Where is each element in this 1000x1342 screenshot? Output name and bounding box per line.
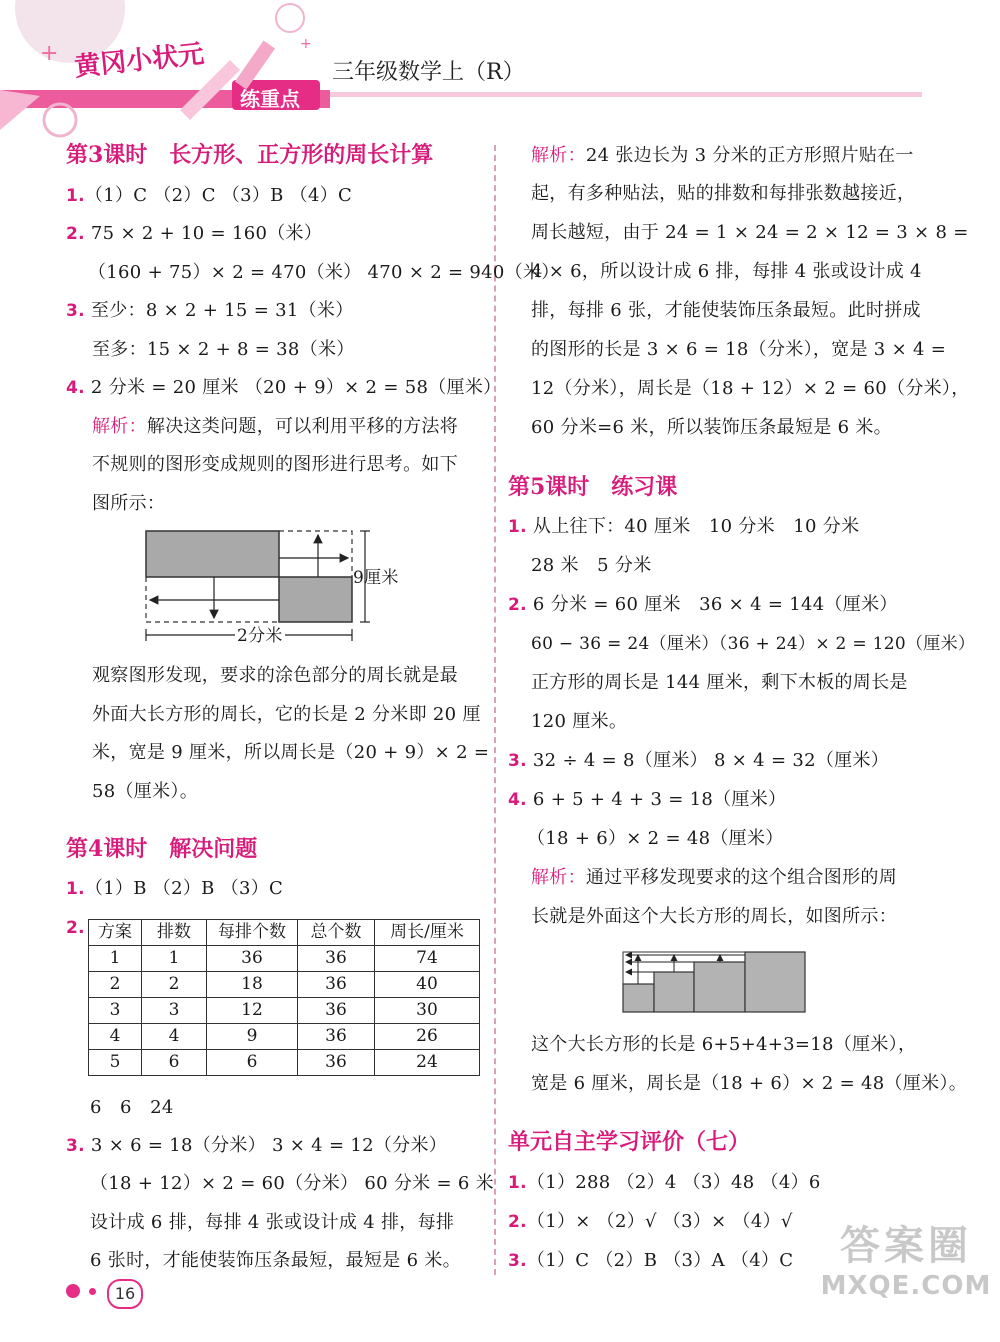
question-number: 3. [508, 1251, 527, 1271]
question-number: 2. [66, 918, 85, 938]
analysis-label: 解析： [531, 145, 586, 166]
l5-q2-line4: 120 厘米。 [531, 711, 628, 732]
table-cell: 9 [207, 1024, 298, 1050]
analysis-text: 解决这类问题，可以利用平移的方法将 [146, 416, 459, 437]
arrangement-table [88, 919, 480, 1076]
l4-q1 [66, 878, 283, 900]
table-cell: 1 [89, 946, 142, 972]
table-cell: 74 [375, 946, 480, 972]
analysis-text: 24 张边长为 3 分米的正方形照片贴在一 [585, 145, 914, 166]
question-number: 4. [508, 790, 527, 810]
answer-text: （1）C （2）B （3）A （4）C [526, 1250, 794, 1271]
table-cell: 36 [298, 1050, 375, 1076]
answer-text: 6 + 5 + 4 + 3 = 18（厘米） [532, 789, 787, 810]
l3-q1 [66, 185, 352, 207]
table-header-cell: 排数 [142, 920, 207, 946]
header-badge: 练重点 [240, 87, 300, 111]
table-cell: 6 [207, 1050, 298, 1076]
unit-q2 [508, 1211, 793, 1233]
l4-q3 [66, 1135, 447, 1157]
answer-text: 6 分米 = 60 厘米 36 × 4 = 144（厘米） [532, 594, 898, 615]
question-number: 3. [508, 751, 527, 771]
l4-q2-answer: 6 6 24 [90, 1097, 174, 1118]
table-cell: 24 [375, 1050, 480, 1076]
staircase-figure [616, 946, 812, 1016]
l3-observe-line1: 观察图形发现，要求的涂色部分的周长就是最 [92, 665, 458, 686]
table-cell: 2 [142, 972, 207, 998]
answer-text: （1）B （2）B （3）C [84, 878, 284, 899]
page-number: 16 [107, 1279, 143, 1309]
table-cell: 1 [142, 946, 207, 972]
l3-analysis-line1 [92, 416, 458, 438]
table-cell: 36 [298, 1024, 375, 1050]
analysis-label: 解析： [531, 867, 586, 888]
answer-text: 32 ÷ 4 = 8（厘米） 8 × 4 = 32（厘米） [532, 750, 890, 771]
table-header-cell: 总个数 [298, 920, 375, 946]
l4-q3-line2: （18 + 12）× 2 = 60（分米） 60 分米 = 6 米 [90, 1173, 494, 1194]
table-cell: 36 [207, 946, 298, 972]
answer-text: 从上往下：40 厘米 10 分米 10 分米 [532, 516, 860, 537]
table-cell: 4 [89, 1024, 142, 1050]
r-analysis-line7: 12（分米），周长是（18 + 12）× 2 = 60（分米）， [531, 378, 970, 399]
l5-after-line2: 宽是 6 厘米，周长是（18 + 6）× 2 = 48（厘米）。 [531, 1073, 968, 1094]
table-header-cell: 方案 [89, 920, 142, 946]
lesson4-title: 第4课时 解决问题 [66, 836, 258, 862]
table-header-row [89, 920, 480, 946]
l5-q1 [508, 516, 859, 538]
table-row [89, 1050, 480, 1076]
l3-analysis-line2: 不规则的图形变成规则的图形进行思考。如下 [92, 454, 458, 475]
l3-q2-line2: （160 + 75）× 2 = 470（米） 470 × 2 = 940（米） [88, 262, 560, 283]
unit-eval-title: 单元自主学习评价（七） [508, 1129, 751, 1155]
table-header-cell: 周长/厘米 [375, 920, 480, 946]
l5-q3 [508, 750, 889, 772]
l5-after-line1: 这个大长方形的长是 6+5+4+3=18（厘米）， [531, 1034, 917, 1055]
unit-q1 [508, 1172, 821, 1194]
r-analysis-line3: 周长越短，由于 24 = 1 × 24 = 2 × 12 = 3 × 8 = [531, 222, 969, 243]
question-number: 1. [66, 879, 85, 899]
l3-observe-line4: 58（厘米）。 [92, 781, 199, 802]
shaded-rect-top [146, 531, 279, 577]
table-cell: 18 [207, 972, 298, 998]
r-analysis-line2: 起，有多种贴法，贴的排数和每排张数越接近， [531, 183, 916, 204]
question-number: 2. [508, 1212, 527, 1232]
answer-text: 75 × 2 + 10 = 160（米） [90, 223, 323, 244]
table-cell: 6 [142, 1050, 207, 1076]
svg-text:+: + [300, 36, 312, 52]
watermark-bottom-text: MXQE.COM [820, 1271, 992, 1301]
footer-dot-small [89, 1288, 96, 1295]
l3-observe-line2: 外面大长方形的周长，它的长是 2 分米即 20 厘 [92, 704, 481, 725]
question-number: 3. [66, 1136, 85, 1156]
l5-q1-line2: 28 米 5 分米 [531, 555, 652, 576]
column-divider [494, 145, 496, 1275]
answer-text: 2 分米 = 20 厘米 （20 + 9）× 2 = 58（厘米） [90, 377, 502, 398]
table-cell: 36 [298, 946, 375, 972]
table-cell: 40 [375, 972, 480, 998]
lesson3-title: 第3课时 长方形、正方形的周长计算 [66, 142, 434, 168]
question-number: 2. [508, 595, 527, 615]
question-number: 1. [508, 517, 527, 537]
table-cell: 4 [142, 1024, 207, 1050]
figure-width-label: 2分米 [237, 626, 283, 646]
l5-q2 [508, 594, 898, 616]
l5-q4-line2: （18 + 6）× 2 = 48（厘米） [527, 828, 784, 849]
table-cell: 5 [89, 1050, 142, 1076]
lesson5-title: 第5课时 练习课 [508, 474, 678, 500]
l3-q3-line2: 至多：15 × 2 + 8 = 38（米） [92, 339, 355, 360]
r-analysis-line4: 4 × 6，所以设计成 6 排，每排 4 张或设计成 4 [531, 261, 922, 282]
l3-analysis-line3: 图所示： [92, 493, 166, 514]
book-title: 三年级数学上（R） [332, 60, 525, 85]
table-row [89, 946, 480, 972]
r-analysis-line6: 的图形的长是 3 × 6 = 18（分米），宽是 3 × 4 = [531, 339, 947, 360]
answer-text: 至少：8 × 2 + 15 = 31（米） [90, 300, 354, 321]
question-number: 1. [66, 186, 85, 206]
brand-text: 黄冈小状元 [73, 39, 206, 83]
table-row [89, 998, 480, 1024]
table-cell: 26 [375, 1024, 480, 1050]
table-cell: 2 [89, 972, 142, 998]
l3-q3 [66, 300, 354, 322]
l5-q4 [508, 789, 786, 811]
question-number: 3. [66, 301, 85, 321]
shaded-rect-bottom [279, 577, 352, 622]
table-cell: 3 [89, 998, 142, 1024]
unit-q3 [508, 1250, 793, 1272]
table-header-cell: 每排个数 [207, 920, 298, 946]
answer-text: （1）× （2）√ （3）× （4）√ [526, 1211, 793, 1232]
l3-q2 [66, 223, 322, 245]
table-cell: 12 [207, 998, 298, 1024]
table-cell: 36 [298, 972, 375, 998]
answer-text: 3 × 6 = 18（分米） 3 × 4 = 12（分米） [90, 1135, 448, 1156]
question-number: 4. [66, 378, 85, 398]
r-analysis-line1 [531, 145, 914, 167]
l3-observe-line3: 米，宽是 9 厘米，所以周长是（20 + 9）× 2 = [92, 742, 490, 763]
table-row [89, 1024, 480, 1050]
l5-q2-line2: 60 − 36 = 24（厘米）（36 + 24）× 2 = 120（厘米） [531, 634, 976, 654]
footer-dot-large [66, 1284, 80, 1298]
header-rule [330, 92, 922, 97]
l5-q2-line3: 正方形的周长是 144 厘米，剩下木板的周长是 [531, 672, 908, 693]
r-analysis-line8: 60 分米=6 米，所以装饰压条最短是 6 米。 [531, 417, 892, 438]
svg-text:+: + [40, 41, 59, 66]
l5-analysis-line2: 长就是外面这个大长方形的周长，如图所示： [531, 906, 897, 927]
answer-text: （1）C （2）C （3）B （4）C [84, 185, 353, 206]
l5-analysis-line1 [531, 867, 897, 889]
question-number: 1. [508, 1173, 527, 1193]
table-cell: 30 [375, 998, 480, 1024]
r-analysis-line5: 排，每排 6 张，才能使装饰压条最短。此时拼成 [531, 300, 921, 321]
figure-height-label: 9厘米 [353, 568, 399, 588]
answer-text: （1）288 （2）4 （3）48 （4）6 [526, 1172, 821, 1193]
watermark-top-text: 答案圈 [840, 1223, 972, 1269]
l4-q2-number [66, 917, 85, 939]
table-cell: 3 [142, 998, 207, 1024]
question-number: 2. [66, 224, 85, 244]
table-cell: 36 [298, 998, 375, 1024]
table-row [89, 972, 480, 998]
l4-q3-line4: 6 张时，才能使装饰压条最短，最短是 6 米。 [90, 1250, 461, 1271]
l3-q4 [66, 377, 501, 399]
analysis-label: 解析： [92, 416, 147, 437]
analysis-text: 通过平移发现要求的这个组合图形的周 [585, 867, 898, 888]
l4-q3-line3: 设计成 6 排，每排 4 张或设计成 4 排，每排 [90, 1212, 455, 1233]
watermark [820, 1222, 992, 1302]
